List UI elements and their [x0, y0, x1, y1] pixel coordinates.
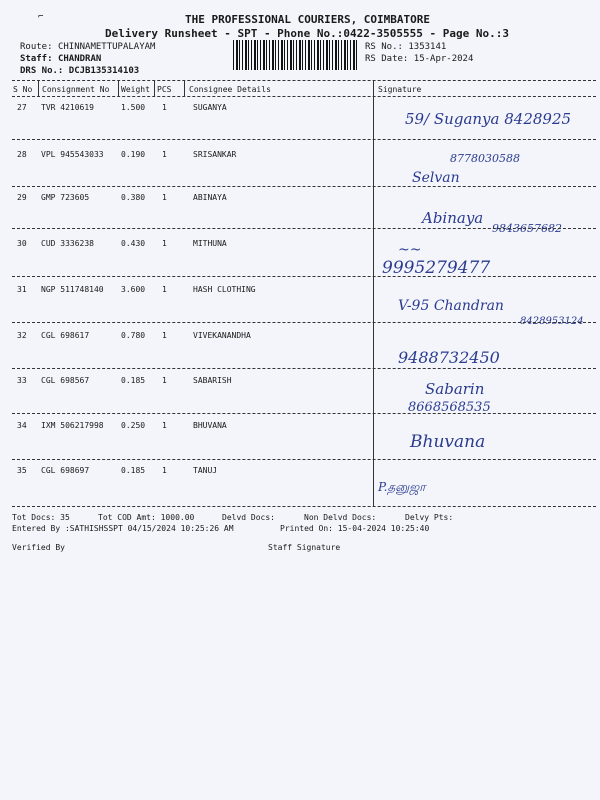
- row-divider: [12, 228, 596, 229]
- row-signature: V-95 Chandran: [398, 298, 504, 314]
- non-delvd-docs: Non Delvd Docs:: [304, 513, 377, 522]
- row-weight: 0.250: [121, 421, 146, 430]
- row-divider: [12, 368, 596, 369]
- row-phone: 9995279477: [382, 258, 491, 278]
- row-divider: [12, 459, 596, 460]
- rs-no-row: [365, 42, 446, 52]
- table-top-rule: [12, 80, 596, 81]
- drs-value: DCJB135314103: [68, 66, 140, 76]
- rs-date-row: [365, 54, 473, 64]
- row-pcs: 1: [162, 376, 167, 385]
- row-sno: 28: [17, 150, 27, 159]
- row-weight: 3.600: [121, 285, 146, 294]
- col-header-signature: Signature: [378, 85, 422, 94]
- row-pcs: 1: [162, 193, 167, 202]
- route-value: CHINNAMETTUPALAYAM: [57, 42, 156, 52]
- barcode-image: [233, 40, 359, 70]
- row-weight: 0.780: [121, 331, 146, 340]
- row-consignee: MITHUNA: [193, 239, 227, 248]
- row-weight: 0.185: [121, 376, 146, 385]
- col-line: [373, 80, 374, 96]
- col-header-pcs: PCS: [157, 85, 172, 94]
- route-label: Route:: [20, 42, 53, 52]
- row-signature: Sabarin: [425, 380, 485, 398]
- table-bottom-rule: [12, 506, 596, 507]
- row-sno: 35: [17, 466, 27, 475]
- row-sno: 34: [17, 421, 27, 430]
- row-sno: 32: [17, 331, 27, 340]
- rs-date-value: 15-Apr-2024: [413, 54, 474, 64]
- row-consignment: CUD 3336238: [41, 239, 94, 248]
- row-phone: 9488732450: [398, 348, 500, 367]
- row-phone: 8668568535: [408, 400, 491, 415]
- col-line: [184, 80, 185, 96]
- col-line: [154, 80, 155, 96]
- row-phone: 9843657682: [492, 222, 562, 235]
- col-header-sno: S No: [13, 85, 33, 94]
- row-divider: [12, 186, 596, 187]
- row-weight: 1.500: [121, 103, 146, 112]
- col-header-consignment: Consignment No: [42, 85, 110, 94]
- row-phone: 8428953124: [520, 316, 584, 327]
- tot-cod: Tot COD Amt: 1000.00: [98, 513, 195, 522]
- delvy-pts: Delvy Pts:: [405, 513, 454, 522]
- drs-label: DRS No.:: [20, 66, 64, 76]
- staff-row: [20, 54, 101, 64]
- col-header-weight: Weight: [121, 85, 150, 94]
- row-pcs: 1: [162, 331, 167, 340]
- runsheet-subtitle: Delivery Runsheet - SPT - Phone No.:0422-3505555 - Page No.:3: [105, 27, 509, 40]
- row-consignee: ABINAYA: [193, 193, 227, 202]
- row-pcs: 1: [162, 421, 167, 430]
- printed-on: Printed On: 15-04-2024 10:25:40: [280, 524, 430, 533]
- row-pcs: 1: [162, 239, 167, 248]
- rs-no-value: 1353141: [408, 42, 447, 52]
- row-pcs: 1: [162, 285, 167, 294]
- row-signature: Selvan: [412, 170, 460, 186]
- row-sno: 29: [17, 193, 27, 202]
- rs-date-label: RS Date:: [365, 54, 409, 64]
- row-weight: 0.185: [121, 466, 146, 475]
- staff-signature: Staff Signature: [268, 543, 341, 552]
- row-consignment: NGP 511748140: [41, 285, 104, 294]
- row-consignee: HASH CLOTHING: [193, 285, 256, 294]
- row-weight: 0.190: [121, 150, 146, 159]
- row-consignee: SABARISH: [193, 376, 232, 385]
- row-pcs: 1: [162, 150, 167, 159]
- row-consignee: TANUJ: [193, 466, 218, 475]
- delvd-docs: Delvd Docs:: [222, 513, 275, 522]
- row-divider: [12, 276, 596, 277]
- row-pcs: 1: [162, 466, 167, 475]
- tot-docs: Tot Docs: 35: [12, 513, 70, 522]
- row-divider: [12, 413, 596, 414]
- row-signature: 59/ Suganya 8428925: [405, 110, 572, 128]
- row-consignment: VPL 945543033: [41, 150, 104, 159]
- col-line-signature: [373, 96, 374, 506]
- row-consignment: IXM 506217998: [41, 421, 104, 430]
- row-weight: 0.380: [121, 193, 146, 202]
- row-sno: 31: [17, 285, 27, 294]
- row-divider: [12, 139, 596, 140]
- row-signature: Abinaya: [422, 209, 484, 227]
- row-consignee: SUGANYA: [193, 103, 227, 112]
- row-sno: 27: [17, 103, 27, 112]
- corner-mark: ⌐: [38, 12, 44, 22]
- row-consignee: SRISANKAR: [193, 150, 237, 159]
- col-header-consignee: Consignee Details: [189, 85, 271, 94]
- row-sno: 30: [17, 239, 27, 248]
- staff-value: CHANDRAN: [57, 54, 102, 64]
- signature-scribble-icon: ~~: [398, 242, 422, 258]
- row-consignment: GMP 723605: [41, 193, 90, 202]
- company-title: THE PROFESSIONAL COURIERS, COIMBATORE: [185, 13, 431, 26]
- drs-row: [20, 66, 139, 76]
- row-consignment: CGL 698617: [41, 331, 90, 340]
- row-weight: 0.430: [121, 239, 146, 248]
- route-row: [20, 42, 155, 52]
- verified-by: Verified By: [12, 543, 65, 552]
- row-signature: Bhuvana: [410, 432, 486, 452]
- entered-by: Entered By :SATHISHSSPT 04/15/2024 10:25:26 AM: [12, 524, 234, 533]
- row-divider: [12, 322, 596, 323]
- row-consignment: CGL 698697: [41, 466, 90, 475]
- row-consignee: VIVEKANANDHA: [193, 331, 251, 340]
- row-signature: P.தனுஜா: [378, 480, 426, 494]
- row-consignment: CGL 698567: [41, 376, 90, 385]
- row-sno: 33: [17, 376, 27, 385]
- rs-no-label: RS No.:: [365, 42, 403, 52]
- col-line: [38, 80, 39, 96]
- row-consignee: BHUVANA: [193, 421, 227, 430]
- row-pcs: 1: [162, 103, 167, 112]
- table-header-rule: [12, 96, 596, 97]
- staff-label: Staff:: [20, 54, 53, 64]
- row-phone: 8778030588: [450, 152, 520, 165]
- row-consignment: TVR 4210619: [41, 103, 94, 112]
- col-line: [118, 80, 119, 96]
